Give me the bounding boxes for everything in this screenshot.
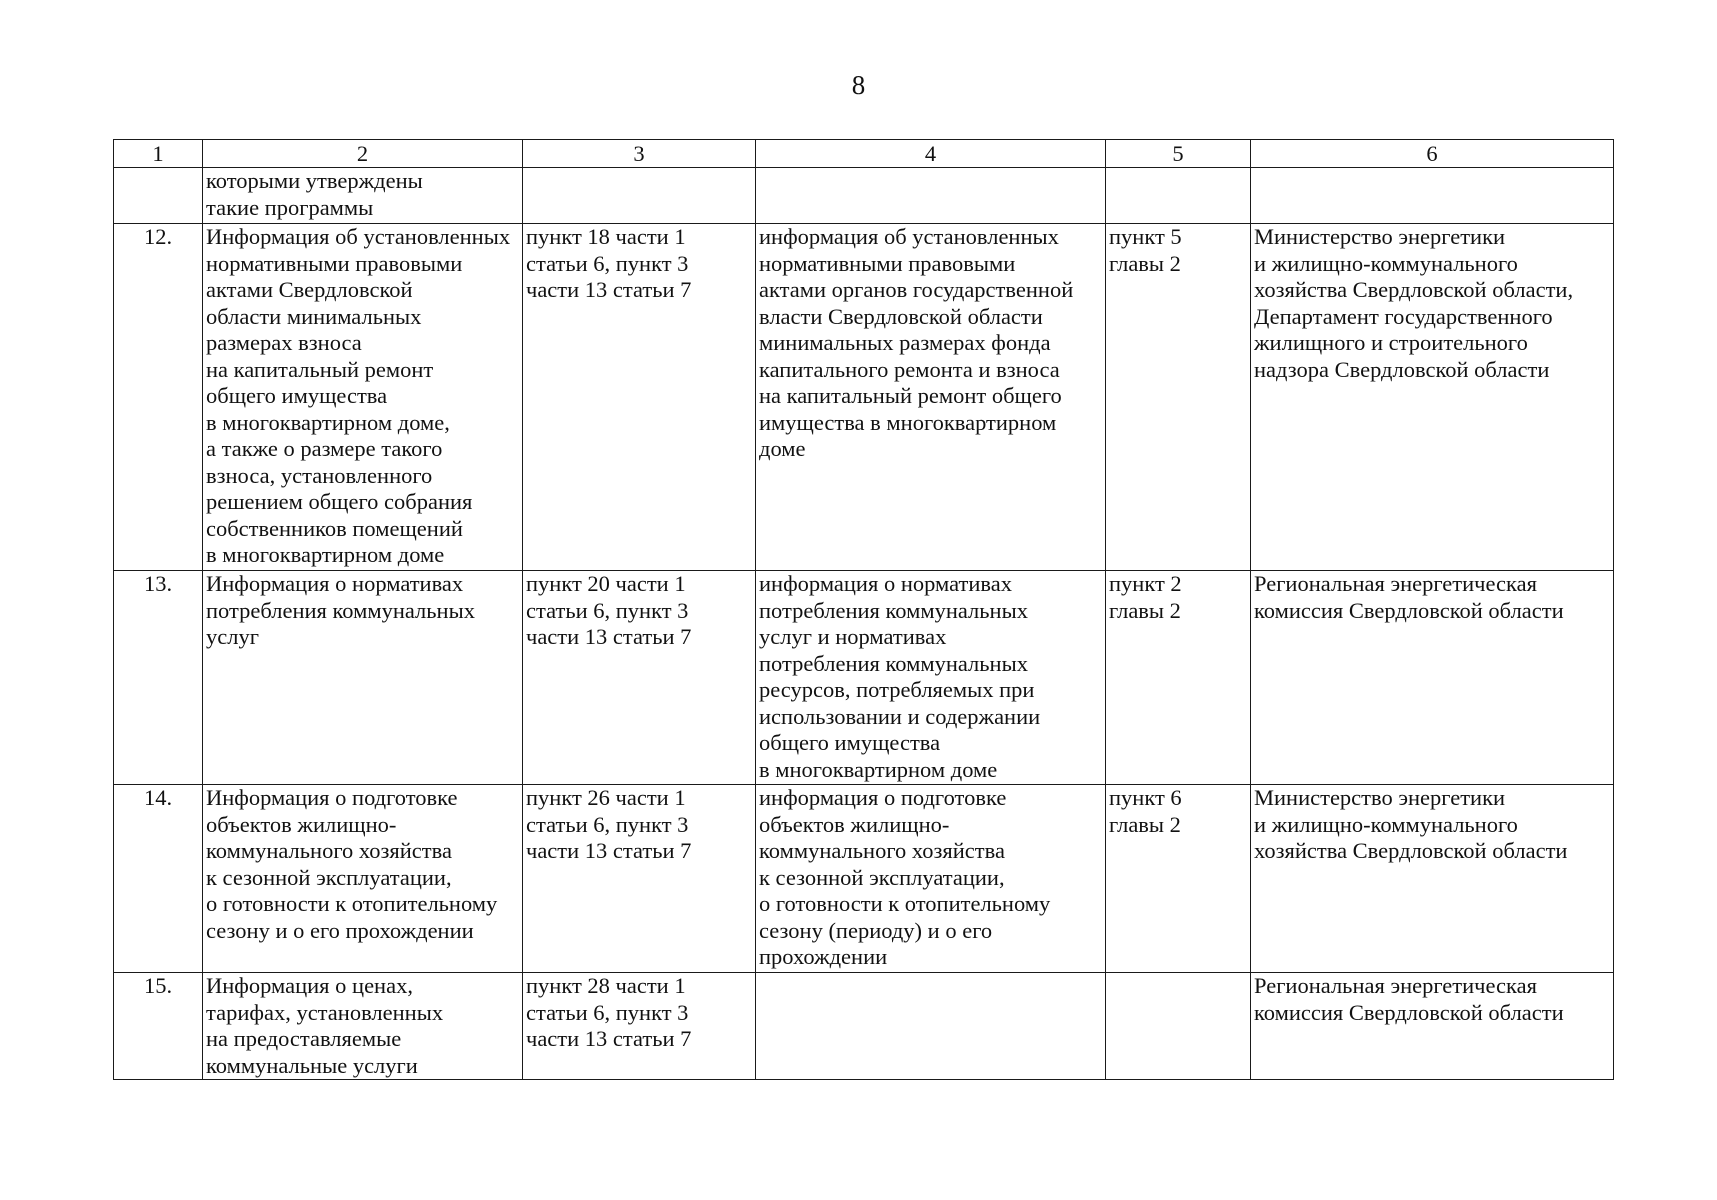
responsible-cell: Региональная энергетическая комиссия Свердловской области	[1251, 973, 1614, 1080]
norm-law-cell: пункт 20 части 1 статьи 6, пункт 3 части 13 статьи 7	[523, 571, 756, 785]
table-row	[114, 168, 1614, 224]
content-cell	[756, 168, 1106, 224]
info-cell: которыми утверждены такие программы	[203, 168, 523, 224]
norm-order-cell	[1106, 168, 1251, 224]
norm-law-cell: пункт 18 части 1 статьи 6, пункт 3 части 13 статьи 7	[523, 224, 756, 571]
norm-order-cell: пункт 2 главы 2	[1106, 571, 1251, 785]
norm-order-cell: пункт 6 главы 2	[1106, 785, 1251, 973]
content-cell: информация о нормативах потребления коммунальных услуг и нормативах потребления коммунальных ресурсов, потребляемых при использовании и содержании общего имущества в многоквартирном доме	[756, 571, 1106, 785]
info-cell: Информация об установленных нормативными правовыми актами Свердловской области минимальных размерах взноса на капитальный ремонт общего имущества в многоквартирном доме, а также о размере такого взноса, установленного решением общего собрания собственников помещений в многоквартирном доме	[203, 224, 523, 571]
info-cell: Информация о нормативах потребления коммунальных услуг	[203, 571, 523, 785]
responsible-cell: Региональная энергетическая комиссия Свердловской области	[1251, 571, 1614, 785]
norm-law-cell: пункт 26 части 1 статьи 6, пункт 3 части 13 статьи 7	[523, 785, 756, 973]
table-row	[114, 224, 1614, 571]
column-header: 6	[1251, 140, 1614, 168]
info-cell: Информация о подготовке объектов жилищно- коммунального хозяйства к сезонной эксплуатации, о готовности к отопительному сезону и о его прохождении	[203, 785, 523, 973]
column-header: 5	[1106, 140, 1251, 168]
row-number: 13.	[114, 571, 203, 785]
page-number: 8	[851, 70, 866, 100]
table-row	[114, 785, 1614, 973]
responsible-cell: Министерство энергетики и жилищно-коммунального хозяйства Свердловской области	[1251, 785, 1614, 973]
column-header: 3	[523, 140, 756, 168]
norm-law-cell: пункт 28 части 1 статьи 6, пункт 3 части 13 статьи 7	[523, 973, 756, 1080]
row-number: 12.	[114, 224, 203, 571]
content-cell	[756, 973, 1106, 1080]
norm-law-cell	[523, 168, 756, 224]
column-header: 2	[203, 140, 523, 168]
table-header-row	[114, 140, 1614, 168]
norm-order-cell: пункт 5 главы 2	[1106, 224, 1251, 571]
content-cell: информация о подготовке объектов жилищно- коммунального хозяйства к сезонной эксплуатации, о готовности к отопительному сезону (периоду) и о его прохождении	[756, 785, 1106, 973]
row-number: 14.	[114, 785, 203, 973]
content-cell: информация об установленных нормативными правовыми актами органов государственной власти Свердловской области минимальных размерах фонда капитального ремонта и взноса на капитальный ремонт общего имущества в многоквартирном доме	[756, 224, 1106, 571]
column-header: 1	[114, 140, 203, 168]
info-table	[113, 139, 1614, 1080]
responsible-cell	[1251, 168, 1614, 224]
norm-order-cell	[1106, 973, 1251, 1080]
table-row	[114, 973, 1614, 1080]
row-number: 15.	[114, 973, 203, 1080]
column-header: 4	[756, 140, 1106, 168]
responsible-cell: Министерство энергетики и жилищно-коммунального хозяйства Свердловской области, Департамент государственного жилищного и строительного надзора Свердловской области	[1251, 224, 1614, 571]
row-number	[114, 168, 203, 224]
table-row	[114, 571, 1614, 785]
info-cell: Информация о ценах, тарифах, установленных на предоставляемые коммунальные услуги	[203, 973, 523, 1080]
